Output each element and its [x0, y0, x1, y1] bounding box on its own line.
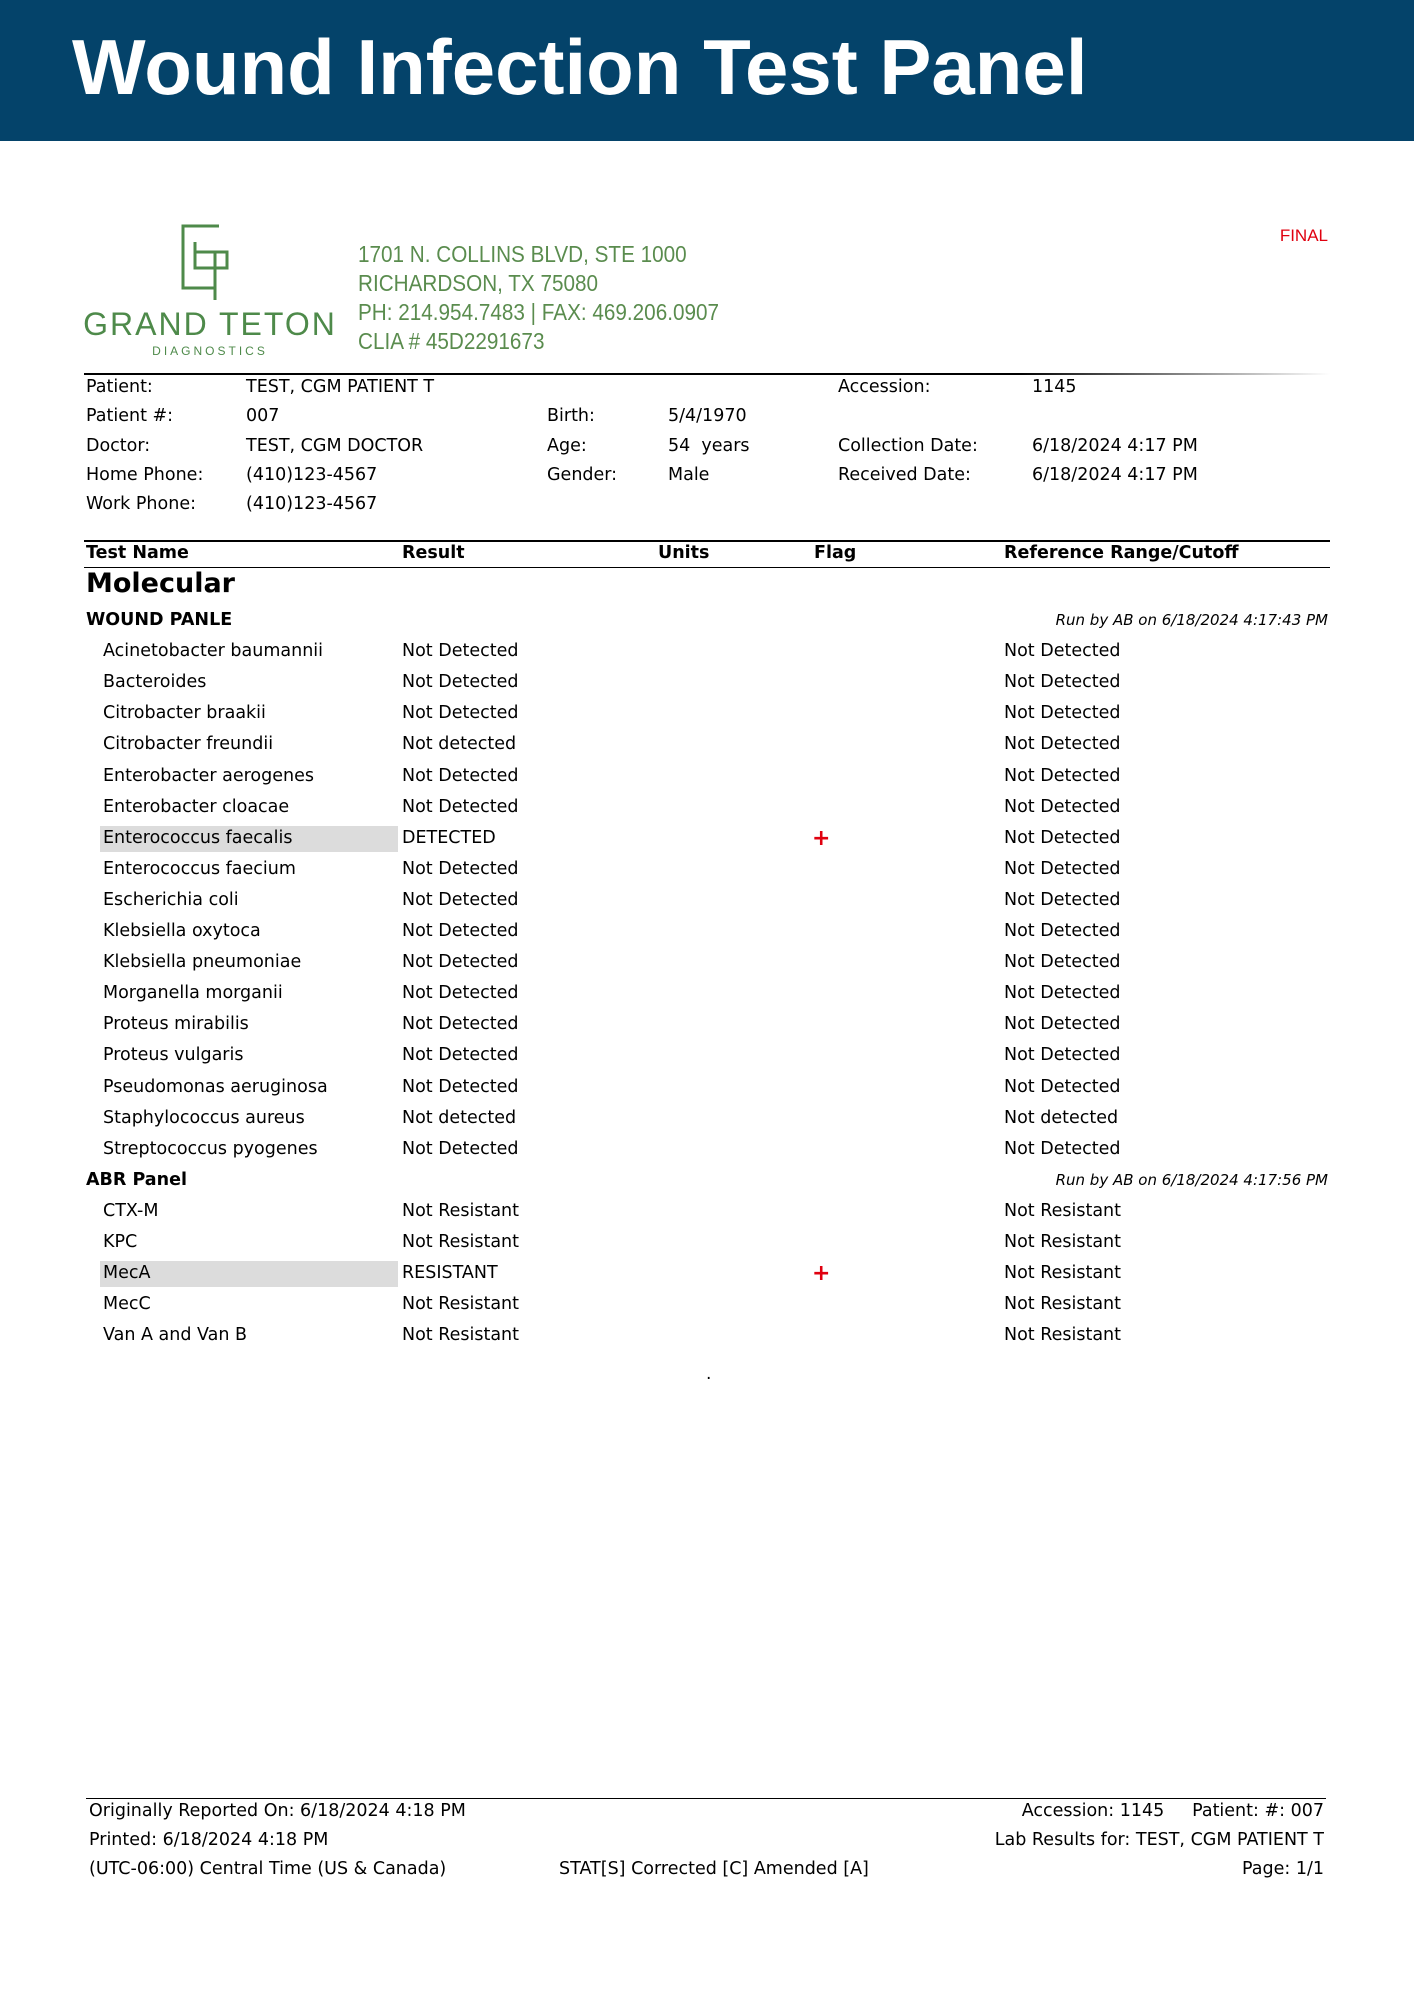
reference-range: Not Detected	[1004, 672, 1121, 693]
reference-range: Not Detected	[1004, 765, 1121, 786]
birth-label: Birth:	[547, 406, 595, 426]
test-name: Citrobacter braakii	[103, 703, 266, 724]
logo-mark-icon	[175, 222, 245, 302]
reference-range: Not Detected	[1004, 1014, 1121, 1035]
lab-address-line2: RICHARDSON, TX 75080	[358, 270, 599, 296]
reference-range: Not Resistant	[1004, 1263, 1121, 1284]
lab-clia: CLIA # 45D2291673	[358, 328, 545, 354]
table-row	[0, 1077, 1414, 1105]
column-flag: Flag	[814, 543, 857, 563]
test-flag: +	[812, 825, 831, 851]
table-row	[0, 641, 1414, 669]
test-result: Not Detected	[402, 672, 519, 693]
test-result: Not Resistant	[402, 1325, 519, 1346]
reference-range: Not Resistant	[1004, 1200, 1121, 1221]
gender-value: Male	[668, 465, 710, 485]
test-name: Enterobacter aerogenes	[103, 765, 314, 786]
home-phone-value: (410)123-4567	[246, 465, 378, 485]
logo-subtitle: DIAGNOSTICS	[152, 344, 268, 358]
lab-address-line1: 1701 N. COLLINS BLVD, STE 1000	[358, 241, 687, 267]
test-result: Not Detected	[402, 921, 519, 941]
lab-contact-info	[358, 240, 759, 356]
test-name: Klebsiella pneumoniae	[103, 952, 302, 973]
lab-phone-fax: PH: 214.954.7483 | FAX: 469.206.0907	[358, 299, 720, 325]
table-row	[0, 1108, 1414, 1136]
header-divider	[84, 373, 1330, 375]
test-name: MecC	[103, 1294, 151, 1315]
reference-range: Not Resistant	[1004, 1294, 1121, 1315]
footer-lab-results-for: Lab Results for: TEST, CGM PATIENT T	[994, 1830, 1324, 1850]
reference-range: Not Detected	[1004, 734, 1121, 755]
reference-range: Not Detected	[1004, 889, 1121, 910]
table-row	[0, 1294, 1414, 1322]
footer-rule	[86, 1798, 1326, 1799]
test-result: Not Detected	[402, 641, 519, 662]
table-row	[0, 672, 1414, 700]
test-result: RESISTANT	[402, 1263, 498, 1284]
reference-range: Not Detected	[1004, 641, 1121, 662]
test-result: Not Detected	[402, 858, 519, 879]
test-name: Bacteroides	[103, 672, 207, 693]
panel-title: WOUND PANLE	[86, 610, 233, 630]
table-row	[0, 766, 1414, 794]
test-result: Not Detected	[402, 1045, 519, 1066]
age-value: 54 years	[668, 436, 750, 456]
table-row	[0, 825, 1414, 856]
reference-range: Not Detected	[1004, 1076, 1121, 1097]
report-status: FINAL	[1279, 226, 1328, 245]
column-result: Result	[402, 543, 465, 563]
table-row	[0, 1014, 1414, 1042]
reference-range: Not Detected	[1004, 921, 1121, 941]
table-header-rule	[84, 567, 1330, 568]
test-result: Not Detected	[402, 1138, 519, 1159]
footer-status-legend: STAT[S] Corrected [C] Amended [A]	[559, 1859, 869, 1879]
reference-range: Not Detected	[1004, 796, 1121, 817]
test-result: DETECTED	[402, 827, 496, 848]
test-name: Citrobacter freundii	[103, 734, 274, 755]
logo-name: GRAND TETON	[83, 306, 337, 342]
received-date-value: 6/18/2024 4:17 PM	[1032, 465, 1198, 485]
test-name: CTX-M	[103, 1200, 159, 1221]
test-result: Not Detected	[402, 703, 519, 724]
gender-label: Gender:	[547, 465, 618, 485]
test-name: KPC	[103, 1232, 138, 1252]
reference-range: Not Detected	[1004, 1138, 1121, 1159]
age-label: Age:	[547, 436, 587, 456]
table-top-rule	[84, 540, 1330, 542]
test-name: Enterobacter cloacae	[103, 796, 290, 817]
table-row	[0, 1201, 1414, 1229]
reference-range: Not Detected	[1004, 983, 1121, 1004]
work-phone-value: (410)123-4567	[246, 494, 378, 514]
panel-run-by: Run by AB on 6/18/2024 4:17:56 PM	[1055, 1170, 1328, 1189]
reference-range: Not Resistant	[1004, 1325, 1121, 1346]
accession-value: 1145	[1032, 377, 1077, 397]
footer-page: Page: 1/1	[1242, 1859, 1324, 1879]
doctor-value: TEST, CGM DOCTOR	[246, 436, 424, 456]
test-name: Proteus mirabilis	[103, 1014, 249, 1035]
birth-value: 5/4/1970	[668, 406, 747, 426]
reference-range: Not Detected	[1004, 952, 1121, 973]
test-result: Not Detected	[402, 1014, 519, 1035]
test-name: Proteus vulgaris	[103, 1045, 244, 1066]
test-name: MecA	[103, 1263, 151, 1284]
patient-number-value: 007	[246, 406, 280, 426]
test-result: Not Resistant	[402, 1232, 519, 1252]
test-result: Not detected	[402, 734, 517, 755]
table-row	[0, 1263, 1414, 1291]
test-result: Not Detected	[402, 796, 519, 817]
reference-range: Not detected	[1004, 1107, 1119, 1128]
home-phone-label: Home Phone:	[86, 465, 204, 485]
footer-timezone: (UTC-06:00) Central Time (US & Canada)	[89, 1859, 447, 1879]
reference-range: Not Detected	[1004, 858, 1121, 879]
test-result: Not Detected	[402, 889, 519, 910]
table-row	[0, 734, 1414, 762]
test-result: Not Detected	[402, 765, 519, 786]
collection-date-value: 6/18/2024 4:17 PM	[1032, 436, 1198, 456]
test-name: Pseudomonas aeruginosa	[103, 1076, 328, 1097]
table-row	[0, 890, 1414, 918]
patient-value: TEST, CGM PATIENT T	[246, 377, 435, 397]
table-row	[0, 703, 1414, 731]
patient-label: Patient:	[86, 377, 153, 397]
test-name: Acinetobacter baumannii	[103, 641, 324, 662]
reference-range: Not Detected	[1004, 703, 1121, 724]
collection-date-label: Collection Date:	[838, 436, 978, 456]
test-name: Enterococcus faecalis	[103, 827, 293, 848]
table-row	[0, 797, 1414, 825]
footer-printed: Printed: 6/18/2024 4:18 PM	[89, 1830, 329, 1850]
received-date-label: Received Date:	[838, 465, 971, 485]
panel-run-by: Run by AB on 6/18/2024 4:17:43 PM	[1055, 611, 1328, 629]
test-name: Klebsiella oxytoca	[103, 921, 261, 941]
test-result: Not Detected	[402, 1076, 519, 1097]
test-name: Enterococcus faecium	[103, 858, 296, 879]
column-reference: Reference Range/Cutoff	[1004, 543, 1239, 563]
reference-range: Not Detected	[1004, 1045, 1121, 1066]
column-test-name: Test Name	[86, 543, 189, 563]
test-name: Staphylococcus aureus	[103, 1107, 305, 1128]
section-title: Molecular	[86, 568, 236, 599]
report-title: Wound Infection Test Panel	[72, 23, 1088, 111]
accession-label: Accession:	[838, 377, 931, 397]
test-result: Not Resistant	[402, 1294, 519, 1315]
patient-number-label: Patient #:	[86, 406, 174, 426]
test-result: Not Detected	[402, 952, 519, 973]
test-name: Van A and Van B	[103, 1325, 248, 1346]
table-row	[0, 952, 1414, 980]
title-banner	[0, 0, 1414, 141]
grand-teton-logo	[80, 222, 340, 362]
doctor-label: Doctor:	[86, 436, 151, 456]
table-row	[0, 1045, 1414, 1073]
footer-accession-patient: Accession: 1145 Patient: #: 007	[1021, 1801, 1324, 1821]
test-result: Not detected	[402, 1107, 517, 1128]
test-name: Escherichia coli	[103, 889, 239, 910]
table-row	[0, 921, 1414, 949]
test-name: Streptococcus pyogenes	[103, 1138, 318, 1159]
table-row	[0, 859, 1414, 887]
test-name: Morganella morganii	[103, 983, 283, 1004]
test-flag: +	[812, 1261, 831, 1287]
table-row	[0, 1325, 1414, 1353]
trailing-mark: .	[706, 1364, 712, 1384]
table-row	[0, 1139, 1414, 1167]
reference-range: Not Detected	[1004, 827, 1121, 848]
test-result: Not Resistant	[402, 1200, 519, 1221]
column-units: Units	[658, 543, 710, 563]
panel-title: ABR Panel	[86, 1169, 187, 1190]
table-row	[0, 983, 1414, 1011]
table-row	[0, 1232, 1414, 1260]
work-phone-label: Work Phone:	[86, 494, 196, 514]
footer-reported-on: Originally Reported On: 6/18/2024 4:18 PM	[89, 1801, 466, 1821]
reference-range: Not Resistant	[1004, 1232, 1121, 1252]
test-result: Not Detected	[402, 983, 519, 1004]
